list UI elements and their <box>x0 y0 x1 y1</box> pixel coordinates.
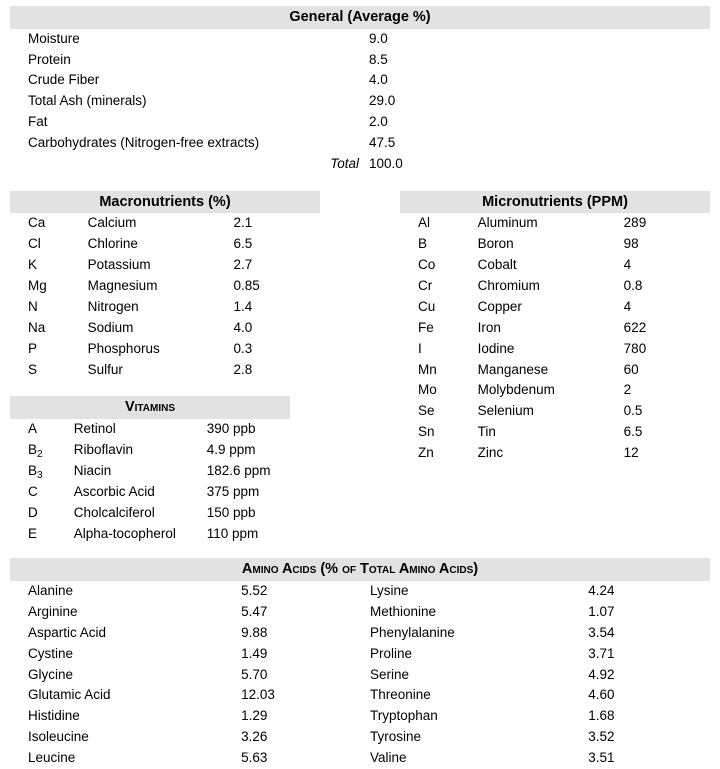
element-symbol: Ca <box>28 215 46 231</box>
table-row <box>10 91 710 112</box>
micronutrients-section <box>400 191 710 545</box>
general-label: Protein <box>28 51 71 67</box>
amino-acid-name: Tryptophan <box>370 708 438 724</box>
table-row <box>360 665 710 686</box>
vitamin-symbol <box>10 482 74 503</box>
element-symbol: P <box>28 340 38 356</box>
vitamin-subscript: 2 <box>37 449 43 461</box>
element-value: 60 <box>623 361 639 377</box>
element-value: 622 <box>623 319 647 335</box>
table-row <box>400 401 710 422</box>
element-name: Calcium <box>87 215 137 231</box>
element-symbol: Co <box>418 257 436 273</box>
element-symbol: Fe <box>418 319 434 335</box>
vitamin-value: 390 ppb <box>206 421 256 437</box>
amino-acid-value: 3.51 <box>588 750 615 766</box>
table-row <box>10 213 320 234</box>
element-name: Iodine <box>477 340 515 356</box>
table-row-total <box>10 154 710 175</box>
table-row <box>400 276 710 297</box>
element-value: 780 <box>623 340 647 356</box>
element-name: Copper <box>477 298 522 314</box>
amino-acid-value: 5.52 <box>241 583 268 599</box>
element-symbol: B <box>418 236 428 252</box>
general-table-body <box>10 29 710 175</box>
element-name: Iron <box>477 319 501 335</box>
vitamin-name: Niacin <box>73 462 112 478</box>
amino-acid-value: 5.70 <box>241 666 268 682</box>
element-value: 2.1 <box>233 215 253 231</box>
general-total-label: Total <box>330 155 360 171</box>
general-section <box>10 6 710 175</box>
element-symbol: Zn <box>418 445 434 461</box>
table-row <box>10 29 710 50</box>
amino-acid-name: Aspartic Acid <box>28 624 107 640</box>
table-row <box>400 297 710 318</box>
element-value: 0.3 <box>233 340 253 356</box>
table-row <box>10 665 360 686</box>
table-row <box>10 461 290 482</box>
element-name: Zinc <box>477 445 504 461</box>
table-row <box>10 524 290 545</box>
general-value: 47.5 <box>369 135 396 151</box>
amino-acid-value: 1.49 <box>241 645 268 661</box>
table-row <box>10 623 360 644</box>
table-row <box>10 297 320 318</box>
amino-acid-value: 3.71 <box>588 645 615 661</box>
amino-acid-value: 5.63 <box>241 750 268 766</box>
vitamin-symbol <box>10 461 74 482</box>
macronutrients-section-header: Macronutrients (%) <box>10 191 320 214</box>
amino-acid-name: Glutamic Acid <box>28 687 111 703</box>
table-row <box>10 419 290 440</box>
table-row <box>10 748 360 769</box>
element-symbol: Se <box>418 403 435 419</box>
general-value: 2.0 <box>369 114 388 130</box>
vitamin-letter: B <box>28 462 38 478</box>
general-label: Carbohydrates (Nitrogen-free extracts) <box>28 135 260 151</box>
table-row <box>10 133 710 154</box>
table-row <box>400 318 710 339</box>
vitamins-table <box>10 419 290 544</box>
element-symbol: Cu <box>418 298 436 314</box>
vitamin-value: 182.6 ppm <box>206 462 271 478</box>
element-value: 4 <box>623 257 632 273</box>
amino-acid-name: Tyrosine <box>370 729 422 745</box>
macronutrients-table <box>10 213 320 380</box>
amino-acid-value: 3.52 <box>588 729 615 745</box>
table-row <box>10 255 320 276</box>
element-name: Manganese <box>477 361 549 377</box>
element-symbol: S <box>28 361 38 377</box>
amino-acid-name: Cystine <box>28 645 74 661</box>
amino-acid-value: 4.60 <box>588 687 615 703</box>
vitamin-name: Cholcalciferol <box>73 504 155 520</box>
micronutrients-table <box>400 213 710 464</box>
amino-acid-value: 1.29 <box>241 708 268 724</box>
element-value: 1.4 <box>233 298 253 314</box>
vitamin-value: 110 ppm <box>206 525 259 541</box>
table-row <box>10 440 290 461</box>
amino-acid-value: 3.26 <box>241 729 268 745</box>
table-row <box>360 644 710 665</box>
left-column <box>10 191 320 545</box>
element-symbol: Mn <box>418 361 437 377</box>
table-row <box>10 70 710 91</box>
table-row <box>10 706 360 727</box>
table-row <box>400 213 710 234</box>
general-label: Total Ash (minerals) <box>28 93 147 109</box>
amino-acid-name: Proline <box>370 645 413 661</box>
element-value: 4 <box>623 298 632 314</box>
table-row <box>10 503 290 524</box>
amino-acid-value: 1.07 <box>588 603 615 619</box>
element-value: 2.7 <box>233 257 253 273</box>
vitamin-letter: B <box>28 442 38 458</box>
element-value: 6.5 <box>233 236 253 252</box>
vitamin-symbol <box>10 503 74 524</box>
vitamin-letter: E <box>28 525 38 541</box>
element-name: Molybdenum <box>477 382 555 398</box>
amino-acids-right-table <box>360 581 710 769</box>
amino-acids-right-column <box>360 581 710 769</box>
element-name: Tin <box>477 424 496 440</box>
element-name: Selenium <box>477 403 534 419</box>
element-value: 2 <box>623 382 632 398</box>
vitamins-section <box>10 396 290 544</box>
element-symbol: Sn <box>418 424 435 440</box>
element-symbol: Mg <box>28 278 47 294</box>
table-row <box>10 112 710 133</box>
table-row <box>400 360 710 381</box>
element-name: Boron <box>477 236 514 252</box>
amino-acid-name: Isoleucine <box>28 729 89 745</box>
general-total-value: 100.0 <box>369 155 403 171</box>
general-value: 4.0 <box>369 72 388 88</box>
vitamin-name: Ascorbic Acid <box>73 483 155 499</box>
micronutrients-section-header: Micronutrients (PPM) <box>400 191 710 214</box>
element-value: 0.5 <box>623 403 643 419</box>
amino-acid-name: Alanine <box>28 583 74 599</box>
table-row <box>360 685 710 706</box>
element-name: Cobalt <box>477 257 517 273</box>
amino-acids-left-body <box>10 581 360 769</box>
vitamin-value: 375 ppm <box>206 483 260 499</box>
amino-acid-name: Leucine <box>28 750 76 766</box>
table-row <box>360 581 710 602</box>
element-symbol: Cr <box>418 278 433 294</box>
amino-acid-value: 5.47 <box>241 603 268 619</box>
element-value: 289 <box>623 215 647 231</box>
table-row <box>10 482 290 503</box>
table-row <box>400 422 710 443</box>
table-row <box>10 318 320 339</box>
amino-acids-left-table <box>10 581 360 769</box>
vitamin-symbol <box>10 524 74 545</box>
amino-acids-right-body <box>360 581 710 769</box>
amino-acid-name: Arginine <box>28 603 78 619</box>
table-row <box>10 602 360 623</box>
table-row <box>10 360 320 381</box>
table-row <box>10 50 710 71</box>
vitamin-value: 4.9 ppm <box>206 442 256 458</box>
element-name: Sulfur <box>87 361 123 377</box>
element-value: 98 <box>623 236 639 252</box>
general-label: Fat <box>28 114 48 130</box>
table-row <box>400 339 710 360</box>
vitamin-symbol <box>10 440 74 461</box>
table-row <box>360 602 710 623</box>
vitamin-letter: D <box>28 504 38 520</box>
element-value: 12 <box>623 445 639 461</box>
table-row <box>10 581 360 602</box>
amino-acids-columns <box>10 581 710 769</box>
general-table <box>10 29 710 175</box>
table-row <box>10 727 360 748</box>
element-name: Chlorine <box>87 236 138 252</box>
amino-acid-value: 4.92 <box>588 666 615 682</box>
amino-acid-value: 12.03 <box>241 687 275 703</box>
element-name: Aluminum <box>477 215 538 231</box>
table-row <box>400 380 710 401</box>
table-row <box>360 706 710 727</box>
vitamin-name: Alpha-tocopherol <box>73 525 176 541</box>
element-value: 6.5 <box>623 424 643 440</box>
element-name: Chromium <box>477 278 540 294</box>
table-row <box>400 255 710 276</box>
vitamin-value: 150 ppb <box>206 504 256 520</box>
table-row <box>10 644 360 665</box>
amino-acid-value: 3.54 <box>588 624 615 640</box>
amino-acid-name: Histidine <box>28 708 80 724</box>
amino-acid-name: Valine <box>370 750 407 766</box>
vitamin-letter: A <box>28 421 38 437</box>
amino-acids-section <box>10 558 710 769</box>
micronutrients-table-body <box>400 213 710 464</box>
table-row <box>400 443 710 464</box>
table-row <box>400 234 710 255</box>
element-value: 4.0 <box>233 319 253 335</box>
amino-acid-name: Threonine <box>370 687 431 703</box>
vitamin-subscript: 3 <box>37 469 43 481</box>
general-label: Crude Fiber <box>28 72 100 88</box>
amino-acid-name: Methionine <box>370 603 437 619</box>
element-name: Magnesium <box>87 278 158 294</box>
vitamin-name: Riboflavin <box>73 442 134 458</box>
general-value: 8.5 <box>369 51 388 67</box>
element-symbol: N <box>28 298 38 314</box>
amino-acid-value: 9.88 <box>241 624 268 640</box>
amino-acid-name: Phenylalanine <box>370 624 455 640</box>
element-value: 2.8 <box>233 361 253 377</box>
element-value: 0.8 <box>623 278 643 294</box>
table-row <box>360 623 710 644</box>
vitamins-table-body <box>10 419 290 544</box>
element-symbol: Cl <box>28 236 41 252</box>
amino-acids-section-header: Amino Acids (% of Total Amino Acids) <box>10 558 710 581</box>
table-row <box>360 748 710 769</box>
element-name: Potassium <box>87 257 151 273</box>
general-value: 9.0 <box>369 30 388 46</box>
amino-acid-value: 4.24 <box>588 583 615 599</box>
element-symbol: K <box>28 257 38 273</box>
element-symbol: Mo <box>418 382 437 398</box>
nutrient-columns <box>10 191 710 545</box>
amino-acid-name: Glycine <box>28 666 74 682</box>
element-name: Nitrogen <box>87 298 139 314</box>
general-section-header: General (Average %) <box>10 6 710 29</box>
element-symbol: Al <box>418 215 431 231</box>
table-row <box>10 685 360 706</box>
element-symbol: Na <box>28 319 46 335</box>
vitamin-symbol <box>10 419 74 440</box>
table-row <box>360 727 710 748</box>
vitamin-name: Retinol <box>73 421 116 437</box>
table-row <box>10 339 320 360</box>
amino-acid-name: Serine <box>370 666 410 682</box>
general-label: Moisture <box>28 30 80 46</box>
element-value: 0.85 <box>233 278 260 294</box>
element-symbol: I <box>418 340 422 356</box>
table-row <box>10 276 320 297</box>
vitamin-letter: C <box>28 483 38 499</box>
amino-acid-name: Lysine <box>370 583 409 599</box>
amino-acid-value: 1.68 <box>588 708 615 724</box>
element-name: Phosphorus <box>87 340 160 356</box>
vitamins-section-header: Vitamins <box>10 396 290 419</box>
macronutrients-table-body <box>10 213 320 380</box>
element-name: Sodium <box>87 319 134 335</box>
amino-acids-left-column <box>10 581 360 769</box>
table-row <box>10 234 320 255</box>
general-value: 29.0 <box>369 93 396 109</box>
macronutrients-section <box>10 191 320 381</box>
